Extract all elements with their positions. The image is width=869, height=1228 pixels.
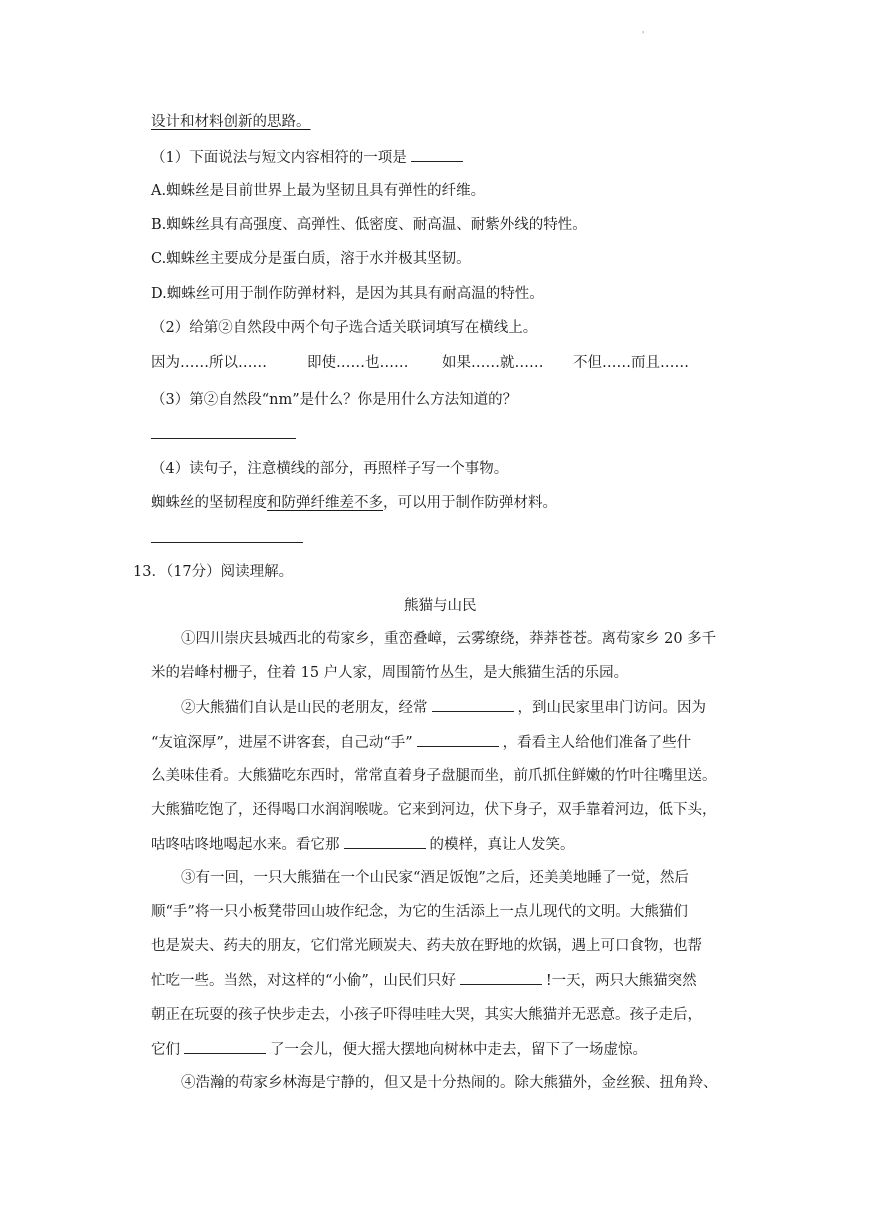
p2-line-2-b: ，看看主人给他们准备了些什 (502, 735, 692, 751)
blank-5[interactable] (184, 1039, 266, 1054)
p3-line-6 (151, 1039, 647, 1060)
p2-line-5-a: 咕咚咕咚地喝起水来。看它那 (151, 837, 340, 853)
p3-line-4-b: !一天，两只大熊猫突然 (545, 973, 697, 989)
q3-answer-line[interactable] (151, 438, 296, 439)
q1-stem (151, 147, 467, 168)
blank-4[interactable] (460, 970, 542, 985)
p2-line-5-b: 的模样，真让人发笑。 (429, 837, 575, 853)
q4-example-underlined: 和防弹纤维差不多 (267, 495, 383, 511)
top-mark: ' (642, 30, 645, 39)
p2-line-4: 大熊猫吃饱了，还得喝口水润润喉咙。它来到河边，伏下身子，双手靠着河边，低下头， (151, 802, 717, 818)
p3-line-4 (151, 970, 697, 991)
q2-stem: （2）给第②自然段中两个句子选合适关联词填写在横线上。 (151, 320, 538, 336)
q1-option-a: A.蜘蛛丝是目前世界上最为坚韧且具有弹性的纤维。 (151, 183, 486, 199)
q1-option-b: B.蜘蛛丝具有高强度、高弹性、低密度、耐高温、耐紫外线的特性。 (151, 217, 587, 233)
blank-1[interactable] (432, 697, 514, 712)
p2-line-2 (151, 732, 691, 753)
q4-example-post: ，可以用于制作防弹材料。 (383, 495, 557, 511)
q1-option-d: D.蜘蛛丝可用于制作防弹材料，是因为其具有耐高温的特性。 (151, 286, 544, 302)
q2-choice-4: 不但……而且…… (573, 355, 689, 371)
p2-line-3: 么美味佳肴。大熊猫吃东西时，常常直着身子盘腿而坐，前爪抓住鲜嫩的竹叶往嘴里送。 (151, 768, 717, 784)
q4-example-pre: 蜘蛛丝的坚韧程度 (151, 495, 267, 511)
q2-choice-3: 如果……就…… (442, 355, 544, 371)
q3-stem: （3）第②自然段“nm”是什么？你是用什么方法知道的？ (151, 392, 518, 408)
p2-line-1-a: ②大熊猫们自认是山民的老朋友，经常 (181, 700, 428, 716)
p4-line-1: ④浩瀚的苟家乡林海是宁静的，但又是十分热闹的。除大熊猫外，金丝猴、扭角羚、 (181, 1075, 718, 1091)
p3-line-6-a: 它们 (151, 1042, 180, 1058)
p3-line-6-b: 了一会儿，便大摇大摆地向树林中走去，留下了一场虚惊。 (270, 1042, 647, 1058)
q2-choices (151, 353, 689, 373)
q4-answer-line[interactable] (151, 542, 303, 543)
q2-choice-1: 因为……所以…… (151, 355, 267, 371)
p3-line-3: 也是炭夫、药夫的朋友，它们常光顾炭夫、药夫放在野地的炊锅，遇上可口食物，也帮 (151, 938, 702, 954)
p2-line-1-b: ，到山民家里串门访问。因为 (517, 700, 706, 716)
p2-line-1 (181, 697, 706, 718)
p1-line-1: ①四川崇庆县城西北的苟家乡，重峦叠嶂，云雾缭绕，莽莽苍苍。离苟家乡 20 多千 (181, 631, 717, 647)
q4-example (151, 493, 557, 513)
q1-stem-text: （1）下面说法与短文内容相符的一项是 (151, 150, 407, 166)
q13-header: 13．（17分）阅读理解。 (133, 564, 294, 580)
blank-2[interactable] (417, 732, 499, 747)
p1-line-2: 米的岩峰村栅子，住着 15 户人家，周围箭竹丛生，是大熊猫生活的乐园。 (151, 665, 629, 681)
q4-stem: （4）读句子，注意横线的部分，再照样子写一个事物。 (151, 461, 509, 477)
p2-line-2-a: “友谊深厚”，进屋不讲客套，自己动“手” (151, 735, 413, 751)
p3-line-4-a: 忙吃一些。当然，对这样的“小偷”，山民们只好 (151, 973, 456, 989)
blank-3[interactable] (344, 834, 426, 849)
intro-tail: 设计和材料创新的思路。 (151, 114, 311, 130)
p3-line-1: ③有一回，一只大熊猫在一个山民家“酒足饭饱”之后，还美美地睡了一觉，然后 (181, 870, 689, 886)
q1-answer-blank[interactable] (411, 147, 463, 162)
passage-title: 熊猫与山民 (404, 598, 477, 614)
q1-option-c: C.蜘蛛丝主要成分是蛋白质，溶于水并极其坚韧。 (151, 251, 471, 267)
p3-line-5: 朝正在玩耍的孩子快步走去，小孩子吓得哇哇大哭，其实大熊猫并无恶意。孩子走后， (151, 1007, 702, 1023)
p2-line-5 (151, 834, 575, 855)
p3-line-2: 顺“手”将一只小板凳带回山坡作纪念，为它的生活添上一点儿现代的文明。大熊猫们 (151, 904, 688, 920)
q2-choice-2: 即使……也…… (307, 355, 409, 371)
